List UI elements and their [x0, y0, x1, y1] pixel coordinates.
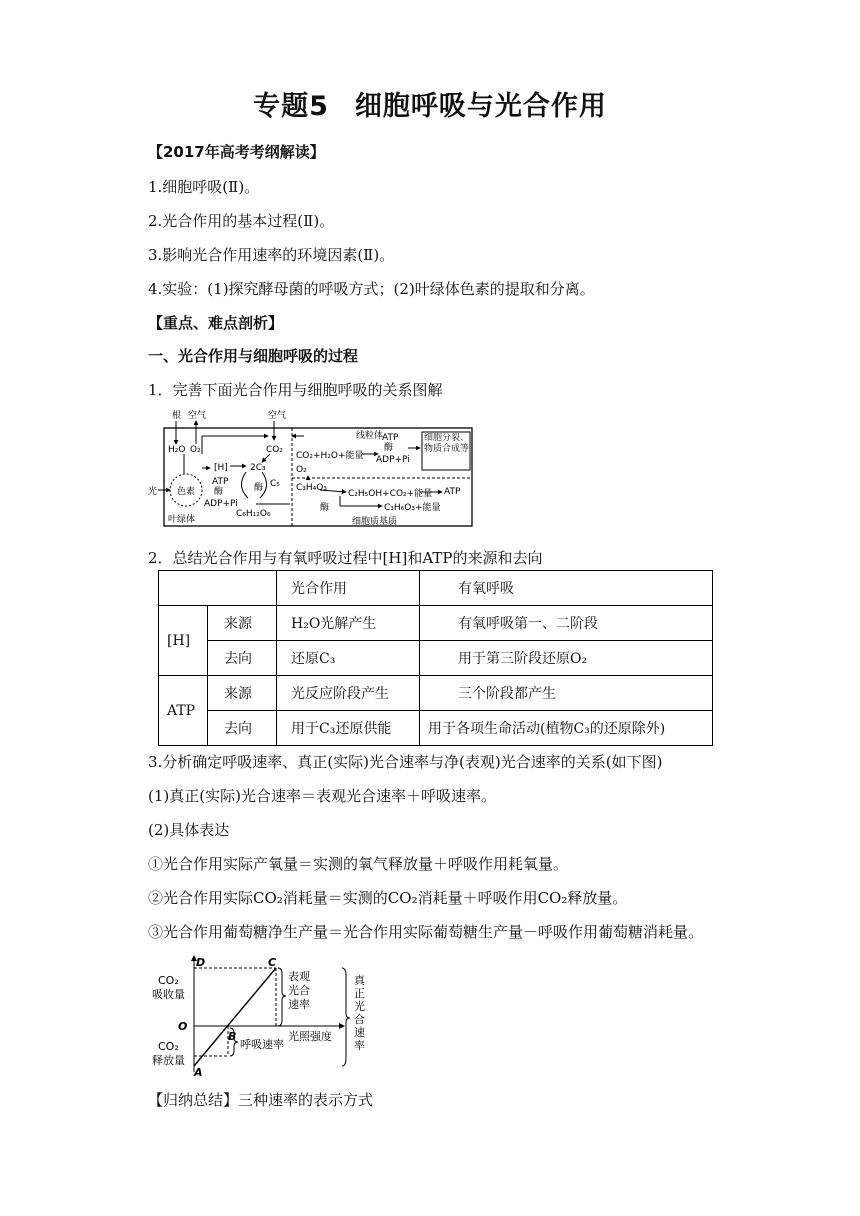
table-row: [H] 来源 H₂O光解产生 有氧呼吸第一、二阶段: [159, 606, 713, 641]
label-co2: CO₂: [266, 445, 283, 455]
item-3: 3.分析确定呼吸速率、真正(实际)光合速率与净(表观)光合速率的关系(如下图): [148, 753, 663, 771]
label-atp-3: ATP: [444, 487, 461, 497]
label-a: A: [194, 1066, 203, 1078]
label-c5: C₅: [270, 479, 280, 489]
label-co2-abs-2: 吸收量: [152, 988, 185, 1001]
label-enzyme-2: 酶: [214, 487, 224, 497]
label-true-2: 正: [354, 987, 365, 1000]
label-net-1: 表观: [288, 970, 310, 983]
outline-item-3: 3.影响光合作用速率的环境因素(Ⅱ)。: [148, 246, 395, 264]
label-enzyme-4: 酶: [320, 503, 330, 513]
label-true-6: 率: [354, 1039, 365, 1052]
label-glucose: C₆H₁₂O₆: [236, 509, 271, 519]
photosynthesis-respiration-diagram: [144, 406, 480, 530]
label-mito: 线粒体: [356, 431, 384, 441]
label-2c3: 2C₃: [250, 463, 266, 473]
table-header-resp: 有氧呼吸: [420, 571, 713, 606]
label-x-axis: 光照强度: [288, 1030, 332, 1043]
section-outline-heading: 【2017年高考考纲解读】: [148, 143, 325, 161]
page-title: 专题5 细胞呼吸与光合作用: [253, 91, 607, 122]
rate-line: [194, 968, 276, 1066]
label-true-5: 速: [354, 1026, 365, 1039]
label-true-3: 光: [354, 1000, 365, 1013]
table-header-photo: 光合作用: [277, 571, 420, 606]
label-net-2: 光合: [288, 984, 310, 997]
sub-item-2: (2)具体表达: [148, 821, 230, 839]
table-row-label-atp: ATP: [159, 676, 208, 746]
label-atp-2: ATP: [382, 433, 399, 443]
item-1: 1．完善下面光合作用与细胞呼吸的关系图解: [148, 381, 443, 399]
section-key-heading: 【重点、难点剖析】: [148, 314, 284, 332]
rate-graph: [148, 952, 378, 1078]
label-h: [H]: [214, 463, 228, 473]
net-rate-brace: [278, 968, 286, 1026]
label-o2: O₂: [190, 445, 201, 455]
outline-item-4: 4.实验：(1)探究酵母菌的呼吸方式；(2)叶绿体色素的提取和分离。: [148, 280, 595, 298]
label-lactate: C₃H₆O₃+能量: [384, 503, 441, 513]
label-chloroplast: 叶绿体: [168, 515, 196, 525]
label-true-4: 合: [354, 1013, 365, 1026]
heading-process: 一、光合作用与细胞呼吸的过程: [148, 347, 359, 365]
label-d: D: [196, 956, 206, 969]
label-o: O: [178, 1020, 188, 1033]
label-adppi-2: ADP+Pi: [376, 455, 410, 465]
item-2: 2．总结光合作用与有氧呼吸过程中[H]和ATP的来源和去向: [148, 549, 543, 567]
summary-text: 三种速率的表示方式: [238, 1091, 374, 1109]
label-enzyme-1: 酶: [254, 483, 264, 493]
label-ethanol: C₂H₅OH+CO₂+能量: [348, 489, 433, 499]
label-air-2: 空气: [268, 411, 287, 421]
label-light: 光: [148, 487, 158, 497]
label-true-1: 真: [354, 974, 365, 987]
label-air-1: 空气: [188, 411, 207, 421]
label-c: C: [268, 956, 277, 969]
label-c3h4o3: C₃H₄O₃: [296, 483, 327, 493]
label-matrix: 细胞质基质: [352, 517, 398, 527]
outline-item-1: 1.细胞呼吸(Ⅱ)。: [148, 178, 260, 196]
expression-3: ③光合作用葡萄糖净生产量＝光合作用实际葡萄糖生产量－呼吸作用葡萄糖消耗量。: [148, 923, 704, 941]
table-row: 去向 用于C₃还原供能 用于各项生命活动(植物C₃的还原除外): [159, 711, 713, 746]
label-co2h2o: CO₂+H₂O+能量: [296, 451, 364, 461]
summary-line: [148, 1090, 373, 1110]
table-row-label-h: [H]: [159, 606, 208, 676]
expression-2: ②光合作用实际CO₂消耗量＝实测的CO₂消耗量＋呼吸作用CO₂释放量。: [148, 889, 628, 907]
label-h2o: H₂O: [168, 445, 186, 455]
label-atp-1: ATP: [212, 477, 229, 487]
label-co2-rel-1: CO₂: [158, 1040, 179, 1053]
h-atp-table: [158, 570, 713, 746]
label-mito-o2: O₂: [296, 465, 307, 475]
label-resp: 呼吸速率: [240, 1038, 284, 1051]
table-row: ATP 来源 光反应阶段产生 三个阶段都产生: [159, 676, 713, 711]
expression-1: ①光合作用实际产氧量＝实测的氧气释放量＋呼吸作用耗氧量。: [148, 855, 569, 873]
outline-item-2: 2.光合作用的基本过程(Ⅱ)。: [148, 212, 335, 230]
sub-item-1: (1)真正(实际)光合速率＝表观光合速率＋呼吸速率。: [148, 787, 496, 805]
cell-activity-label: 细胞分裂、物质合成等: [424, 433, 470, 454]
table-header-row: [159, 571, 713, 606]
label-root: 根: [172, 411, 182, 421]
label-enzyme-3: 酶: [384, 443, 394, 453]
label-adppi-1: ADP+Pi: [204, 499, 238, 509]
label-net-3: 速率: [288, 998, 310, 1011]
label-b: B: [228, 1030, 237, 1043]
summary-tag: 【归纳总结】: [148, 1091, 239, 1109]
table-row: 去向 还原C₃ 用于第三阶段还原O₂: [159, 641, 713, 676]
label-pigment: 色素: [177, 487, 196, 497]
label-co2-rel-2: 释放量: [152, 1054, 185, 1067]
label-co2-abs-1: CO₂: [158, 974, 179, 987]
true-rate-brace: [342, 968, 350, 1066]
